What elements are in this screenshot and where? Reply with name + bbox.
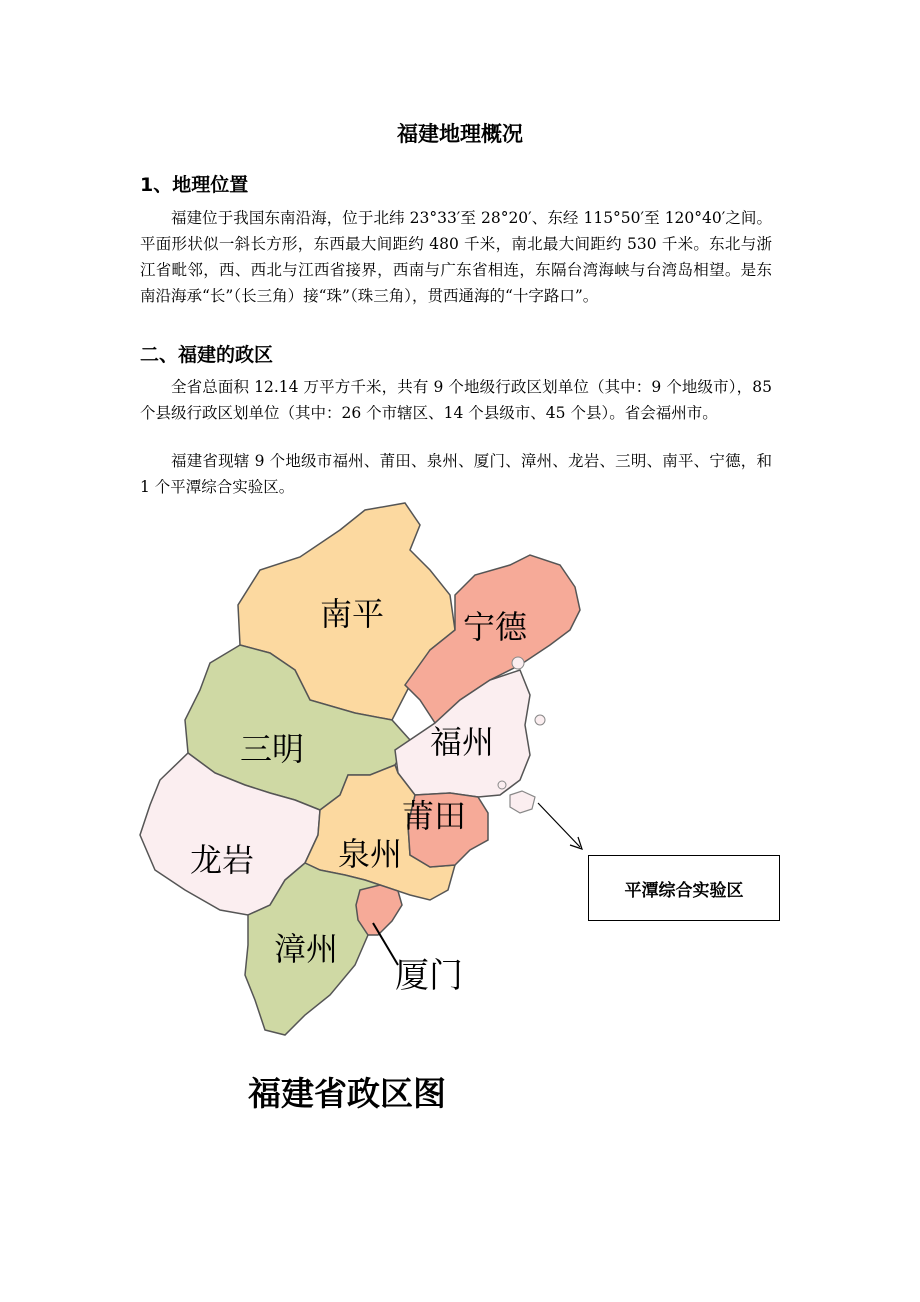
label-nanping: 南平 [320, 595, 385, 633]
islet [498, 781, 506, 789]
islet [512, 657, 524, 669]
pingtan-label-box [588, 855, 780, 921]
pingtan-label: 平潭综合实验区 [624, 880, 744, 901]
document-title: 福建地理概况 [397, 122, 523, 146]
label-sanming: 三明 [240, 730, 305, 768]
label-quanzhou: 泉州 [338, 835, 403, 873]
paragraph-location: 福建位于我国东南沿海，位于北纬 23°33′至 28°20′、东经 115°50′至 120°40′之间。平面形状似一斜长方形，东西最大间距约 480 千米，南北最大间距约 530 千米。东北与浙江省毗邻，西、西北与江西省接界，西南与广东省相连，东隔台湾海峡与台湾岛相望。是东南沿海承“长”（长三角）接“珠”（珠三角），贯西通海的“十字路口”。 [140, 209, 772, 305]
paragraph-area: 全省总面积 12.14 万平方千米，共有 9 个地级行政区划单位（其中：9 个地级市），85 个县级行政区划单位（其中：26 个市辖区、14 个县级市、45 个县）。省会福州市。 [140, 378, 772, 422]
paragraph-cities: 福建省现辖 9 个地级市福州、莆田、泉州、厦门、漳州、龙岩、三明、南平、宁德，和 1 个平潭综合实验区。 [140, 452, 772, 496]
label-fuzhou: 福州 [430, 723, 495, 761]
region-pingtan [510, 791, 535, 813]
islet [535, 715, 545, 725]
region-xiamen [356, 885, 402, 935]
section-heading-location: 1、地理位置 [140, 174, 249, 196]
fujian-map [130, 495, 810, 1135]
label-zhangzhou: 漳州 [274, 930, 339, 968]
map-caption: 福建省政区图 [248, 1074, 446, 1113]
pingtan-arrow-line [538, 803, 580, 847]
label-putian: 莆田 [402, 797, 467, 835]
label-longyan: 龙岩 [190, 841, 255, 879]
label-xiamen: 厦门 [395, 956, 463, 996]
section-heading-divisions: 二、福建的政区 [140, 344, 274, 366]
label-ningde: 宁德 [463, 608, 528, 646]
